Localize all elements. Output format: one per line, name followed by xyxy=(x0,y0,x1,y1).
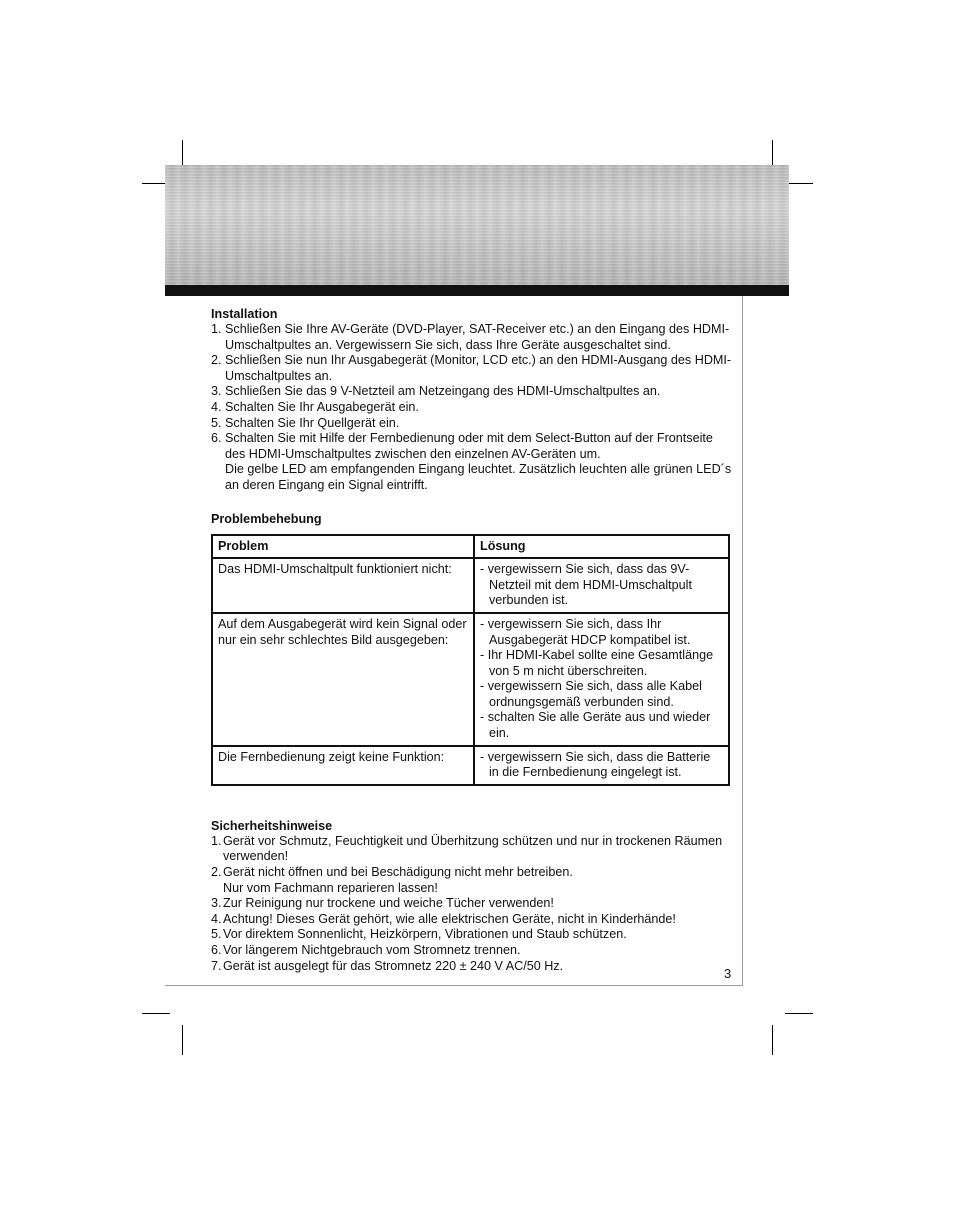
list-item: 4. Schalten Sie Ihr Ausgabegerät ein. xyxy=(211,399,419,414)
list-item: 5. Vor direktem Sonnenlicht, Heizkörpern, Vibrationen und Staub schützen. xyxy=(211,927,627,942)
problem-cell: Auf dem Ausgabegerät wird kein Signal oder nur ein sehr schlechtes Bild ausgegeben: xyxy=(212,613,474,746)
list-item: 5. Schalten Sie Ihr Quellgerät ein. xyxy=(211,415,400,430)
crop-mark xyxy=(772,1025,773,1055)
safety-heading: Sicherheitshinweise xyxy=(211,818,333,833)
problem-cell: Das HDMI-Umschaltpult funktioniert nicht: xyxy=(212,558,474,613)
list-item: 4. Achtung! Dieses Gerät gehört, wie alle elektrischen Geräte, nicht in Kinderhände! xyxy=(211,911,676,926)
problem-cell: Die Fernbedienung zeigt keine Funktion: xyxy=(212,746,474,785)
installation-list xyxy=(211,322,736,494)
installation-section xyxy=(211,306,736,494)
page-content xyxy=(211,306,736,974)
list-item: 6. Vor längerem Nichtgebrauch vom Stromnetz trennen. xyxy=(211,943,521,957)
safety-section xyxy=(211,818,736,974)
list-item: 6. Schalten Sie mit Hilfe der Fernbedienung oder mit dem Select-Button auf der Frontseite des HDMI-Umschaltpultes zwischen den einzelnen AV-Geräten um. Die gelbe LED am empfangenden Eingang leuchtet. Zusätzlich leuchten alle grünen LED´s an deren Eingang ein Signal eintrifft. xyxy=(211,431,732,492)
solution-cell: - vergewissern Sie sich, dass Ihr Ausgabegerät HDCP kompatibel ist. - Ihr HDMI-Kabel sollte eine Gesamtlänge von 5 m nicht überschreiten. - vergewissern Sie sich, dass alle Kabel ordnungsgemäß verbunden sind. - schalten Sie alle Geräte aus und wieder ein. xyxy=(474,613,729,746)
solution-cell: - vergewissern Sie sich, dass das 9V-Netzteil mit dem HDMI-Umschaltpult verbunden ist. xyxy=(474,558,729,613)
troubleshooting-heading: Problembehebung xyxy=(211,511,322,526)
troubleshooting-table xyxy=(211,534,730,786)
page-number: 3 xyxy=(724,966,732,981)
bottom-rule xyxy=(165,985,743,986)
right-rule xyxy=(742,296,743,986)
table-header-row xyxy=(212,535,729,559)
crop-mark xyxy=(182,1025,183,1055)
crop-mark xyxy=(785,1013,813,1014)
header-banner xyxy=(165,165,789,285)
list-item: 3. Schließen Sie das 9 V-Netzteil am Netzeingang des HDMI-Umschaltpultes an. xyxy=(211,384,661,399)
list-item: 2. Schließen Sie nun Ihr Ausgabegerät (Monitor, LCD etc.) an den HDMI-Ausgang des HDMI-Umschaltpultes an. xyxy=(211,353,732,383)
crop-mark xyxy=(785,183,813,184)
list-item: 3. Zur Reinigung nur trockene und weiche Tücher verwenden! xyxy=(211,896,554,911)
table-row xyxy=(212,746,729,785)
header-bar xyxy=(165,285,789,296)
installation-heading: Installation xyxy=(211,307,278,321)
column-header-solution: Lösung xyxy=(474,535,729,559)
list-item: 2. Gerät nicht öffnen und bei Beschädigung nicht mehr betreiben. Nur vom Fachmann reparieren lassen! xyxy=(211,865,573,895)
troubleshooting-section xyxy=(211,511,736,786)
led-note: Die gelbe LED am empfangenden Eingang leuchtet. Zusätzlich leuchten alle grünen LED´s an deren Eingang ein Signal eintrifft. xyxy=(225,462,732,492)
solution-cell: - vergewissern Sie sich, dass die Batterie in die Fernbedienung eingelegt ist. xyxy=(474,746,729,785)
safety-list xyxy=(211,834,736,974)
column-header-problem: Problem xyxy=(212,535,474,559)
table-row xyxy=(212,558,729,613)
list-item: 1. Gerät vor Schmutz, Feuchtigkeit und Überhitzung schützen und nur in trockenen Räumen verwenden! xyxy=(211,833,723,864)
list-item: 1. Schließen Sie Ihre AV-Geräte (DVD-Player, SAT-Receiver etc.) an den Eingang des HDMI-Umschaltpultes an. Vergewissern Sie sich, dass Ihre Geräte ausgeschaltet sind. xyxy=(211,322,730,352)
table-row xyxy=(212,613,729,746)
list-item: 7. Gerät ist ausgelegt für das Stromnetz 220 ± 240 V AC/50 Hz. xyxy=(211,958,564,973)
crop-mark xyxy=(142,1013,170,1014)
